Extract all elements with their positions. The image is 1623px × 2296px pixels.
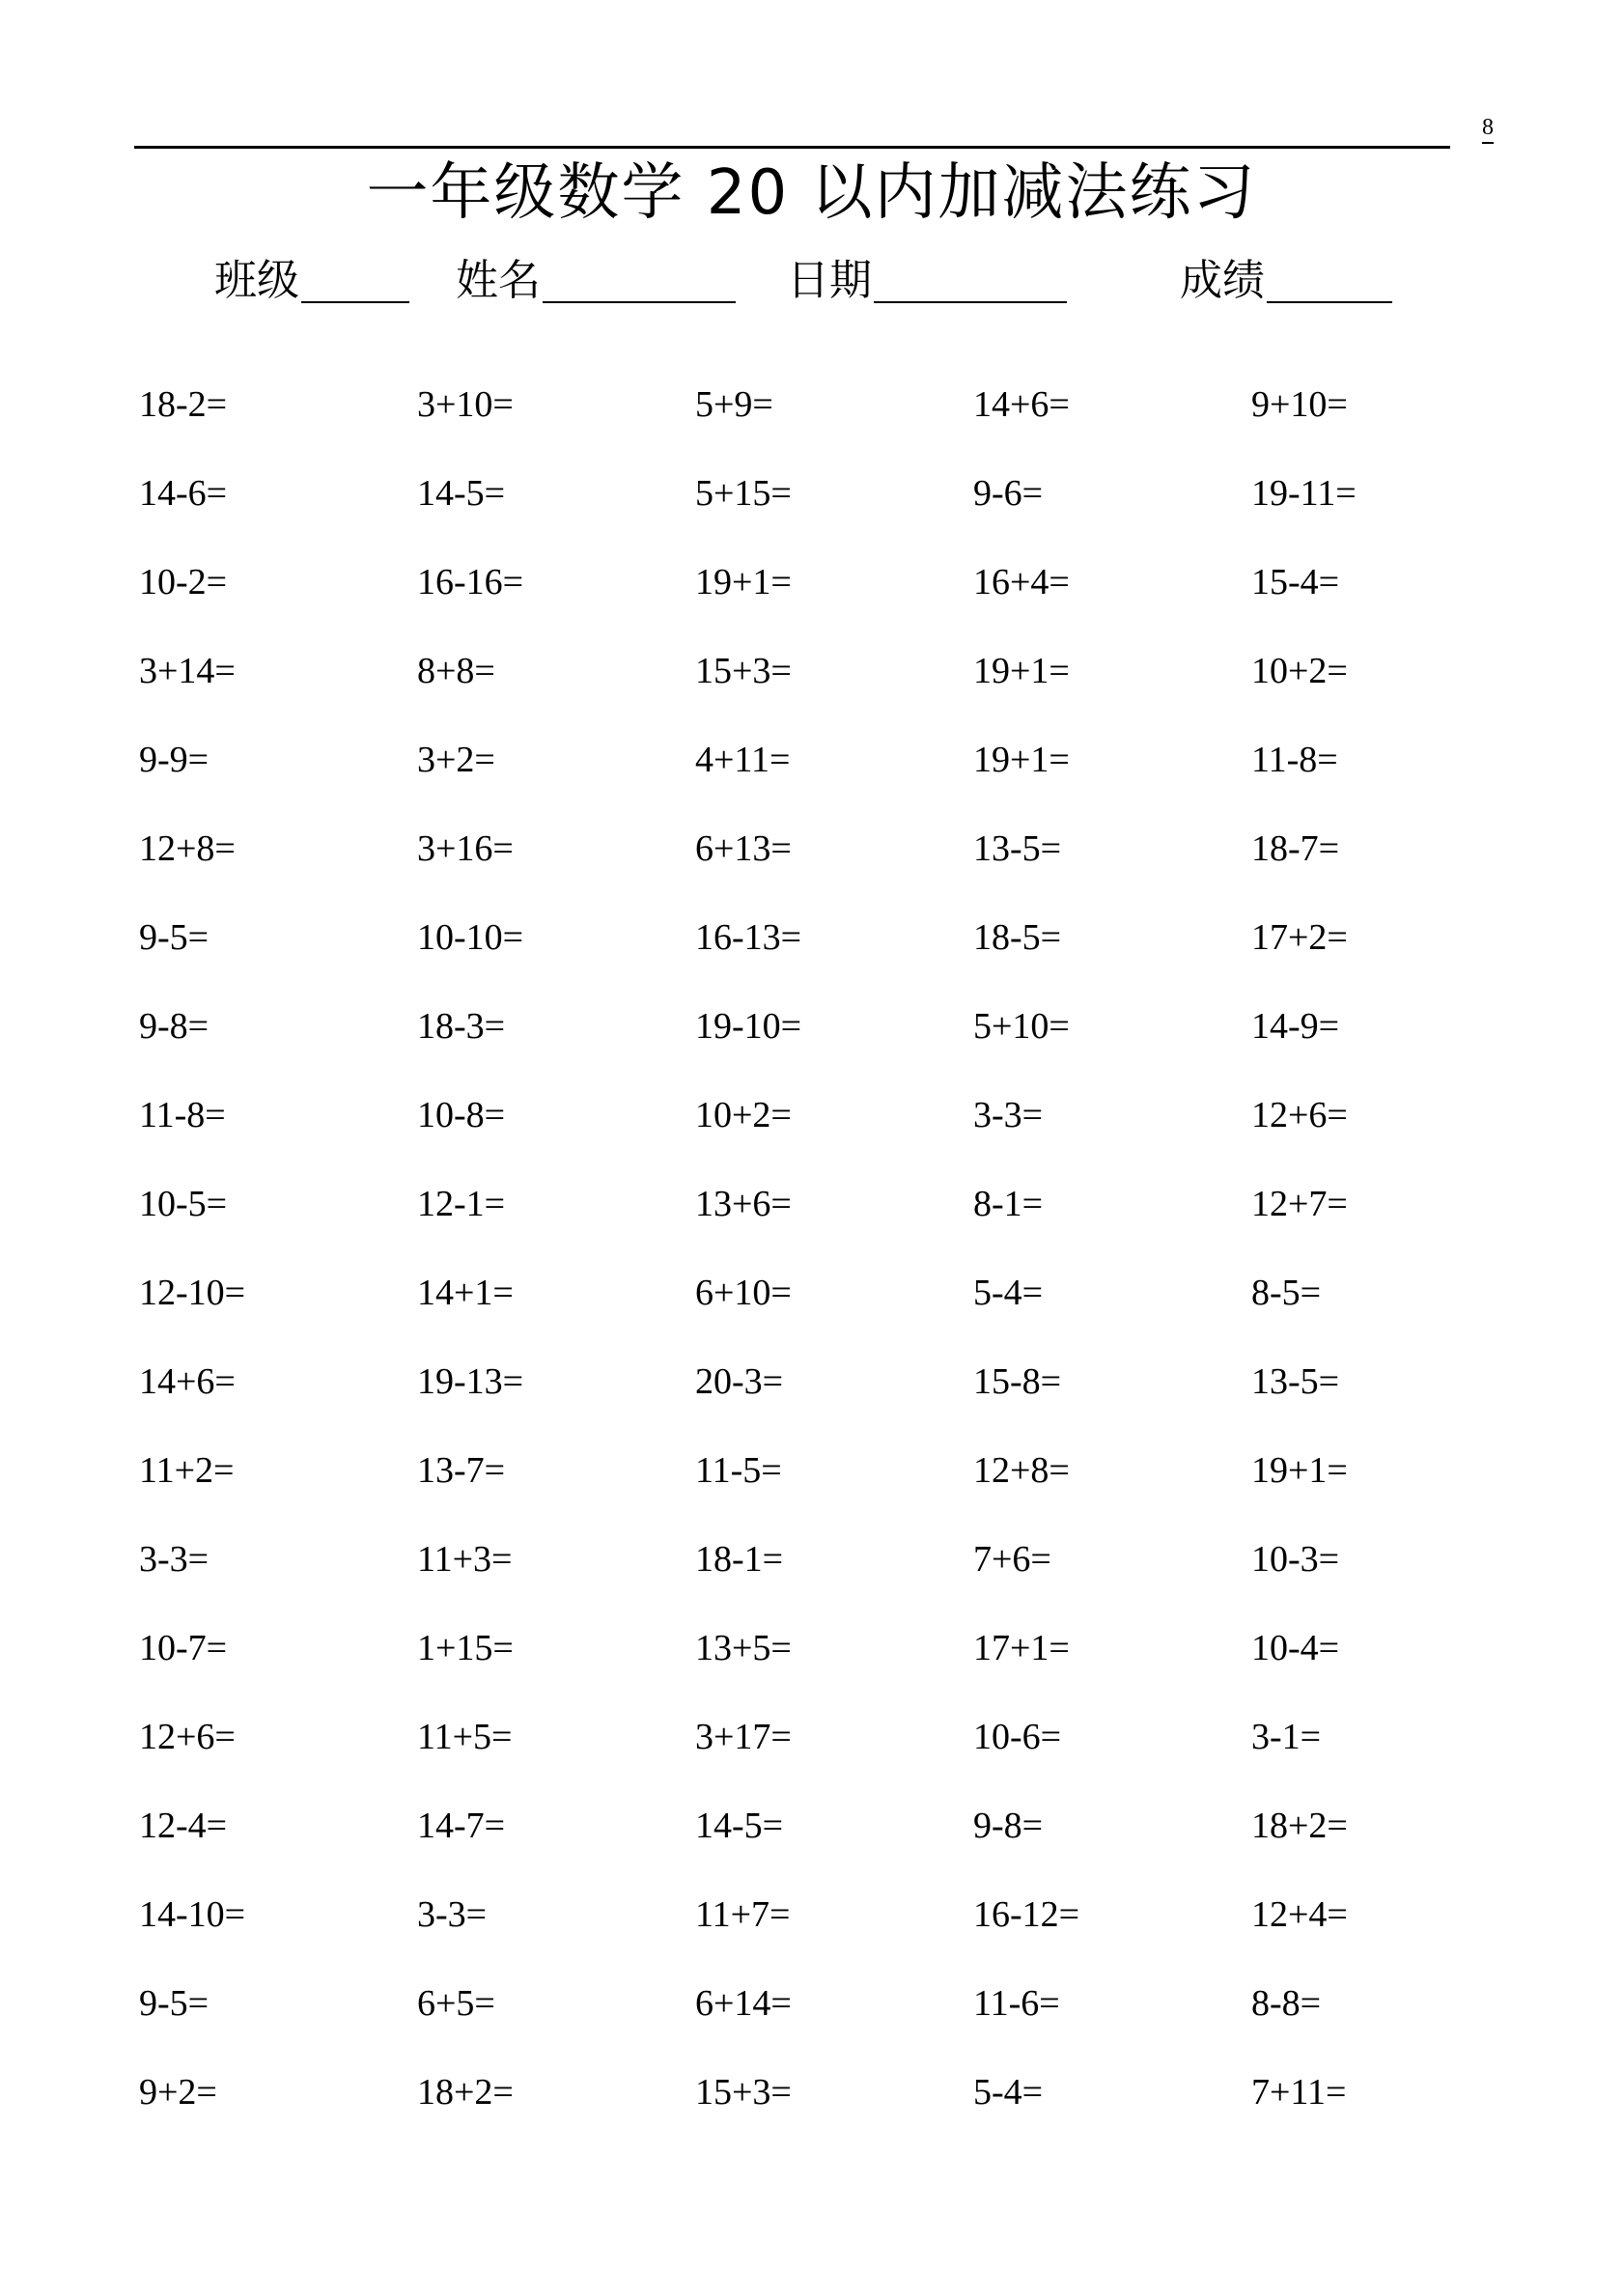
problem-row: [139, 1444, 1529, 1533]
name-blank[interactable]: [543, 301, 736, 303]
math-problem: 10-5=: [139, 1184, 228, 1224]
math-problem: 11-5=: [695, 1450, 782, 1491]
math-problem: 15+3=: [695, 651, 792, 691]
problem-row: [139, 1000, 1529, 1089]
problem-row: [139, 1267, 1529, 1356]
math-problem: 19-10=: [695, 1006, 802, 1047]
math-problem: 5+15=: [695, 473, 792, 514]
score-label: 成绩: [1180, 256, 1265, 305]
math-problem: 12-1=: [417, 1184, 506, 1224]
math-problem: 12+6=: [1251, 1095, 1348, 1135]
math-problem: 14-5=: [417, 473, 506, 514]
math-problem: 20-3=: [695, 1361, 784, 1402]
score-blank[interactable]: [1267, 301, 1392, 303]
math-problem: 14-10=: [139, 1894, 246, 1935]
math-problem: 10-4=: [1251, 1628, 1340, 1668]
math-problem: 12-4=: [139, 1806, 228, 1846]
math-problem: 15+3=: [695, 2072, 792, 2113]
math-problem: 11+5=: [417, 1717, 513, 1757]
math-problem: 9-8=: [973, 1806, 1044, 1846]
math-problem: 8-1=: [973, 1184, 1044, 1224]
page-number: 8: [1482, 114, 1494, 144]
math-problem: 19-11=: [1251, 473, 1357, 514]
math-problem: 14+1=: [417, 1273, 514, 1313]
class-label: 班级: [214, 256, 299, 305]
problem-row: [139, 1178, 1529, 1267]
math-problem: 15-8=: [973, 1361, 1062, 1402]
math-problem: 6+10=: [695, 1273, 792, 1313]
math-problem: 18-1=: [695, 1539, 784, 1580]
math-problem: 19+1=: [973, 740, 1070, 780]
problem-row: [139, 1533, 1529, 1622]
math-problem: 12-10=: [139, 1273, 246, 1313]
math-problem: 18-7=: [1251, 828, 1340, 869]
math-problem: 10-8=: [417, 1095, 506, 1135]
math-problem: 6+13=: [695, 828, 792, 869]
problem-row: [139, 556, 1529, 645]
math-problem: 5+10=: [973, 1006, 1070, 1047]
math-problem: 9-5=: [139, 1983, 210, 2024]
math-problem: 8-5=: [1251, 1273, 1322, 1313]
math-problem: 9-6=: [973, 473, 1044, 514]
problem-row: [139, 734, 1529, 823]
math-problem: 11+3=: [417, 1539, 513, 1580]
math-problem: 10+2=: [1251, 651, 1348, 691]
math-problem: 12+8=: [139, 828, 236, 869]
math-problem: 14-5=: [695, 1806, 784, 1846]
math-problem: 5-4=: [973, 1273, 1044, 1313]
student-info-row: [0, 253, 1623, 311]
math-problem: 14+6=: [139, 1361, 236, 1402]
problem-row: [139, 1356, 1529, 1444]
math-problem: 18+2=: [417, 2072, 514, 2113]
math-problem: 11-6=: [973, 1983, 1060, 2024]
math-problem: 1+15=: [417, 1628, 514, 1668]
math-problem: 9-5=: [139, 917, 210, 958]
math-problem: 9+2=: [139, 2072, 217, 2113]
math-problem: 4+11=: [695, 740, 791, 780]
math-problem: 3-3=: [417, 1894, 488, 1935]
math-problem: 10-6=: [973, 1717, 1062, 1757]
math-problem: 12+7=: [1251, 1184, 1348, 1224]
math-problem: 3+16=: [417, 828, 514, 869]
math-problem: 10-2=: [139, 562, 228, 602]
problem-row: [139, 645, 1529, 734]
math-problem: 3+10=: [417, 384, 514, 425]
problem-row: [139, 1089, 1529, 1178]
header-rule: [134, 146, 1450, 149]
math-problem: 3-3=: [139, 1539, 210, 1580]
math-problem: 8-8=: [1251, 1983, 1322, 2024]
math-problem: 8+8=: [417, 651, 495, 691]
math-problem: 12+4=: [1251, 1894, 1348, 1935]
math-problem: 18-3=: [417, 1006, 506, 1047]
math-problem: 5-4=: [973, 2072, 1044, 2113]
math-problem: 3-3=: [973, 1095, 1044, 1135]
problem-row: [139, 1889, 1529, 1977]
math-problem: 18-5=: [973, 917, 1062, 958]
problem-row: [139, 467, 1529, 556]
date-blank[interactable]: [874, 301, 1067, 303]
name-field[interactable]: [456, 253, 736, 307]
math-problem: 13+6=: [695, 1184, 792, 1224]
math-problem: 9+10=: [1251, 384, 1348, 425]
math-problem: 10-10=: [417, 917, 524, 958]
math-problem: 19-13=: [417, 1361, 524, 1402]
math-problem: 16-13=: [695, 917, 802, 958]
problem-row: [139, 1800, 1529, 1889]
math-problem: 11-8=: [1251, 740, 1338, 780]
math-problem: 13-5=: [1251, 1361, 1340, 1402]
math-problem: 14-6=: [139, 473, 228, 514]
math-problem: 14-9=: [1251, 1006, 1340, 1047]
problem-row: [139, 1711, 1529, 1800]
math-problem: 3+14=: [139, 651, 236, 691]
math-problem: 6+14=: [695, 1983, 792, 2024]
math-problem: 19+1=: [695, 562, 792, 602]
math-problem: 12+6=: [139, 1717, 236, 1757]
math-problem: 13-5=: [973, 828, 1062, 869]
math-problem: 10-3=: [1251, 1539, 1340, 1580]
math-problem: 11+7=: [695, 1894, 791, 1935]
date-field[interactable]: [787, 253, 1067, 307]
math-problem: 11+2=: [139, 1450, 235, 1491]
math-problem: 9-8=: [139, 1006, 210, 1047]
problem-row: [139, 1977, 1529, 2066]
problem-row: [139, 2066, 1529, 2155]
class-field[interactable]: [214, 253, 409, 307]
math-problem: 19+1=: [973, 651, 1070, 691]
problem-row: [139, 1622, 1529, 1711]
math-problem: 7+6=: [973, 1539, 1051, 1580]
math-problem: 14+6=: [973, 384, 1070, 425]
math-problem: 18+2=: [1251, 1806, 1348, 1846]
math-problem: 19+1=: [1251, 1450, 1348, 1491]
math-problem: 17+1=: [973, 1628, 1070, 1668]
math-problem: 3+2=: [417, 740, 495, 780]
problem-row: [139, 378, 1529, 467]
math-problem: 15-4=: [1251, 562, 1340, 602]
problem-row: [139, 911, 1529, 1000]
math-problem: 11-8=: [139, 1095, 226, 1135]
math-problem: 6+5=: [417, 1983, 495, 2024]
math-problem: 14-7=: [417, 1806, 506, 1846]
math-problem: 13+5=: [695, 1628, 792, 1668]
math-problem: 10+2=: [695, 1095, 792, 1135]
math-problem: 3-1=: [1251, 1717, 1322, 1757]
worksheet-title: 一年级数学 20 以内加减法练习: [366, 157, 1257, 229]
problem-row: [139, 823, 1529, 911]
math-problem: 3+17=: [695, 1717, 792, 1757]
class-blank[interactable]: [301, 301, 409, 303]
math-problem: 10-7=: [139, 1628, 228, 1668]
score-field[interactable]: [1180, 253, 1392, 307]
math-problem: 9-9=: [139, 740, 210, 780]
math-problem: 18-2=: [139, 384, 228, 425]
math-problem: 7+11=: [1251, 2072, 1347, 2113]
name-label: 姓名: [456, 256, 541, 305]
math-problem: 12+8=: [973, 1450, 1070, 1491]
date-label: 日期: [787, 256, 872, 305]
math-problem: 13-7=: [417, 1450, 506, 1491]
math-problem: 5+9=: [695, 384, 773, 425]
math-problem: 16-16=: [417, 562, 524, 602]
problem-grid: [139, 378, 1529, 2155]
math-problem: 16+4=: [973, 562, 1070, 602]
math-problem: 17+2=: [1251, 917, 1348, 958]
math-problem: 16-12=: [973, 1894, 1080, 1935]
